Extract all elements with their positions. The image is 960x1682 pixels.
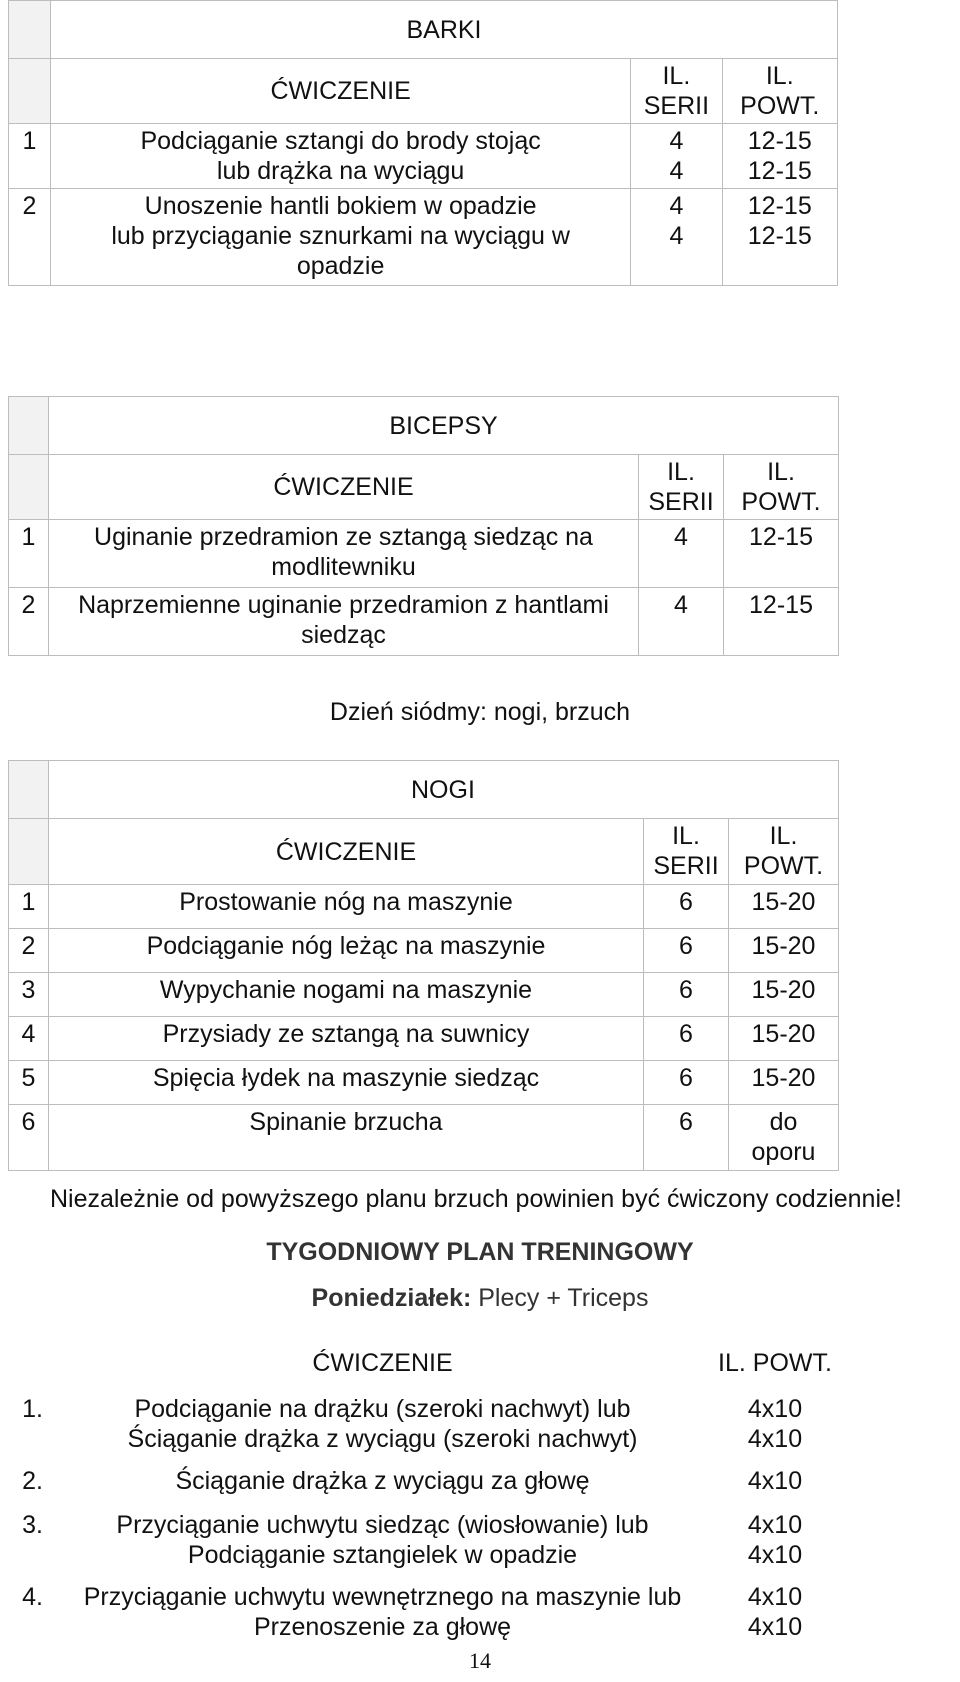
header-exercise: ĆWICZENIE: [312, 1349, 453, 1377]
header-reps: IL. POWT.: [718, 1349, 832, 1377]
table-row: 2 Podciąganie nóg leżąc na maszynie 6 15-20: [9, 929, 839, 973]
biceps-table: [8, 396, 839, 656]
monday-heading: [0, 1283, 960, 1313]
table-row: 1 Podciąganie sztangi do brody stojąc lub drążka na wyciągu 4 4 12-15 12-15: [9, 124, 838, 189]
header-reps: IL. POWT.: [722, 59, 837, 124]
header-exercise: ĆWICZENIE: [49, 819, 644, 885]
header-exercise: ĆWICZENIE: [49, 455, 639, 520]
header-reps: IL. POWT.: [724, 455, 839, 520]
barki-table: [8, 0, 838, 286]
header-sets: IL. SERII: [631, 59, 722, 124]
monday-plan-table: [10, 1346, 840, 1652]
table-row: 5 Spięcia łydek na maszynie siedząc 6 15-20: [9, 1061, 839, 1105]
section-title: NOGI: [49, 761, 839, 819]
table-row: 4 Przysiady ze sztangą na suwnicy 6 15-20: [9, 1017, 839, 1061]
table-row: 3 Wypychanie nogami na maszynie 6 15-20: [9, 973, 839, 1017]
table-row: 6 Spinanie brzucha 6 do oporu: [9, 1105, 839, 1171]
header-sets: IL. SERII: [644, 819, 729, 885]
table-row: 4. Przyciąganie uchwytu wewnętrznego na maszynie lub Przenoszenie za głowę 4x10 4x10: [22, 1583, 803, 1641]
weekly-plan-title: TYGODNIOWY PLAN TRENINGOWY: [266, 1238, 694, 1266]
section-title: BARKI: [50, 1, 837, 59]
table-row: 1 Prostowanie nóg na maszynie 6 15-20: [9, 885, 839, 929]
day-label: Poniedziałek:: [311, 1284, 472, 1312]
nogi-table: [8, 760, 839, 1171]
header-sets: IL. SERII: [639, 455, 724, 520]
page-number: 14: [469, 1648, 491, 1673]
table-row: 3. Przyciąganie uchwytu siedząc (wiosłowanie) lub Podciąganie sztangielek w opadzie 4x10 4x10: [22, 1511, 803, 1569]
muscle-groups: Plecy + Triceps: [471, 1284, 649, 1312]
table-row: 2 Naprzemienne uginanie przedramion z hantlami siedząc 4 12-15: [9, 588, 839, 656]
table-row: 1. Podciąganie na drążku (szeroki nachwyt) lub Ściąganie drążka z wyciągu (szeroki nachwyt) 4x10 4x10: [22, 1395, 803, 1453]
daily-abs-note: Niezależnie od powyższego planu brzuch powinien być ćwiczony codziennie!: [50, 1185, 902, 1213]
header-exercise: ĆWICZENIE: [50, 59, 630, 124]
table-row: 2 Unoszenie hantli bokiem w opadzie lub przyciąganie sznurkami na wyciągu w opadzie 4 4 12-15 12-15: [9, 189, 838, 286]
table-corner: [9, 1, 51, 59]
table-row: 1 Uginanie przedramion ze sztangą siedząc na modlitewniku 4 12-15: [9, 520, 839, 588]
table-row: 2. Ściąganie drążka z wyciągu za głowę 4x10: [22, 1467, 803, 1495]
header-reps: IL. POWT.: [729, 819, 839, 885]
section-title: BICEPSY: [49, 397, 839, 455]
day-heading: Dzień siódmy: nogi, brzuch: [329, 698, 631, 726]
